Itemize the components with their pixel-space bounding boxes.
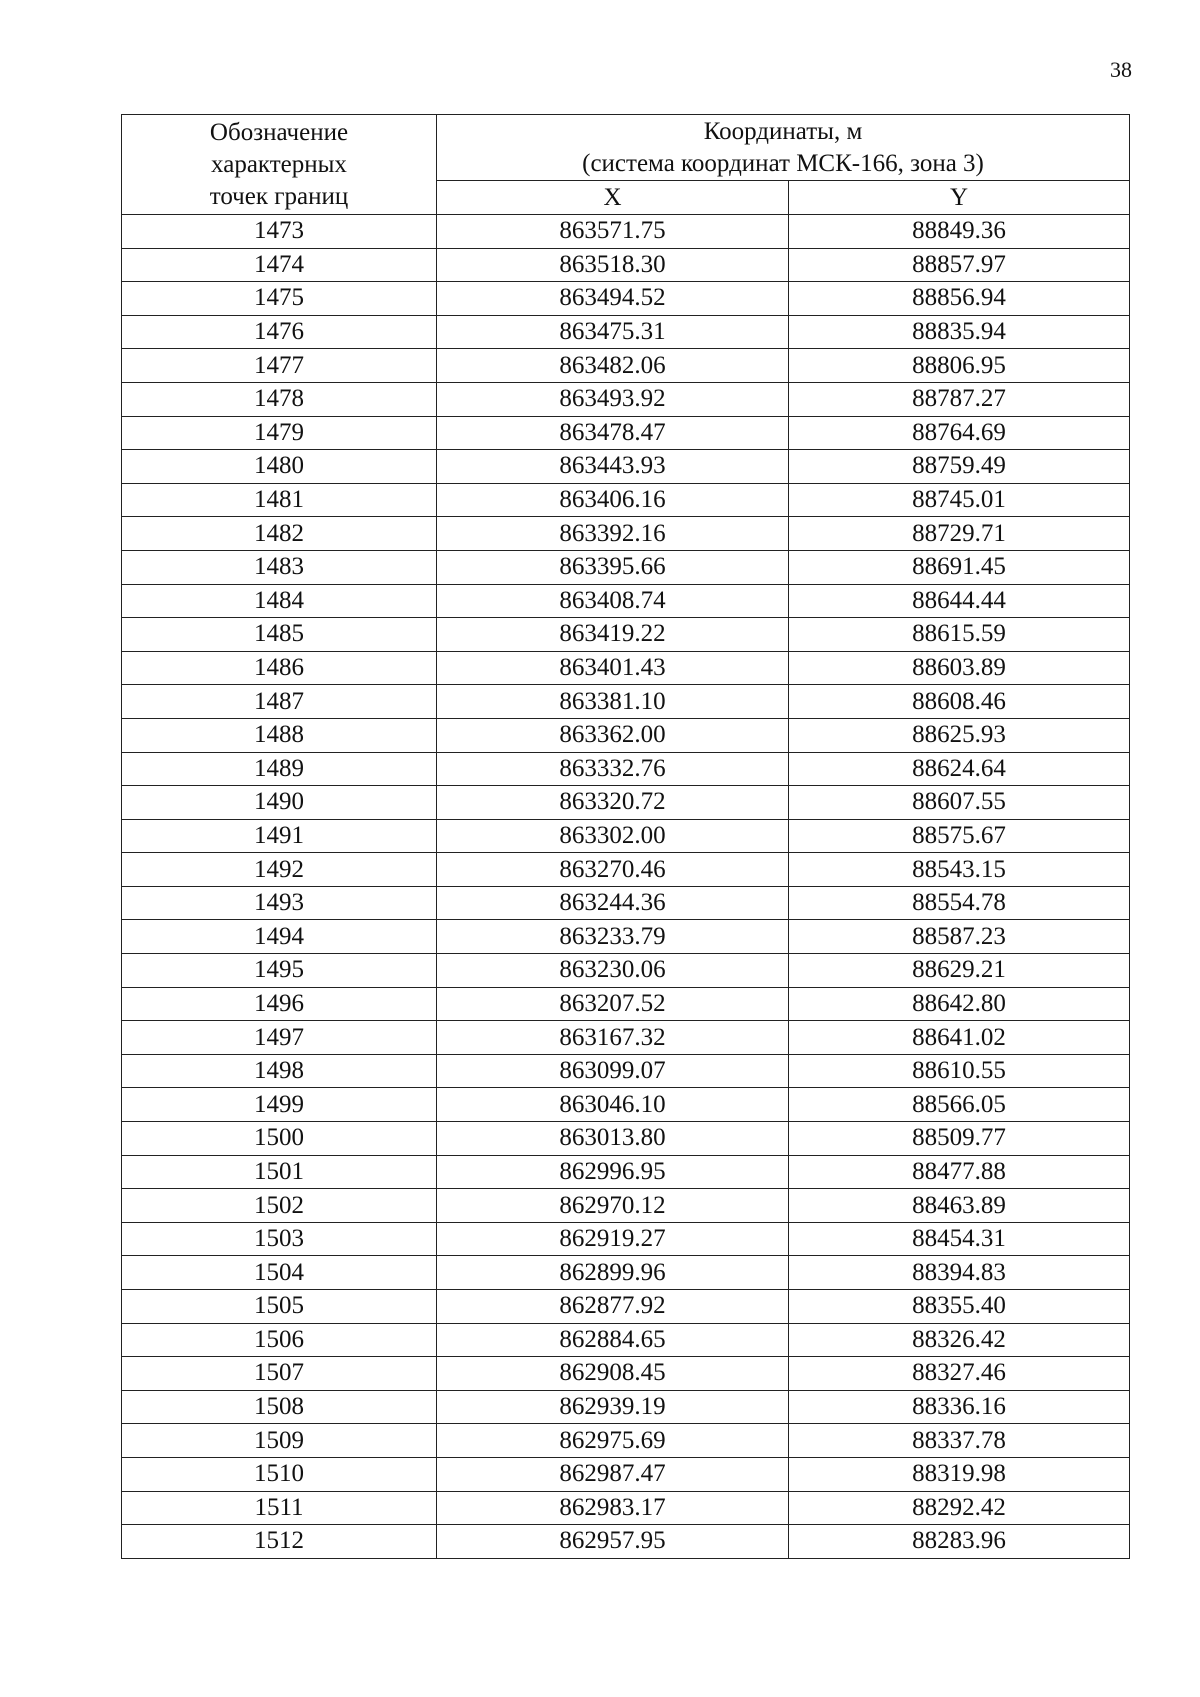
table-body [122,215,1130,1559]
header-coords-line-2: (система координат МСК-166, зона 3) [582,149,984,177]
table-row [122,1457,1130,1491]
cell-x: 863362.00 [437,718,789,752]
table-row [122,1088,1130,1122]
cell-y: 88327.46 [789,1357,1130,1391]
cell-y: 88835.94 [789,315,1130,349]
cell-x: 863478.47 [437,416,789,450]
cell-x: 863270.46 [437,853,789,887]
table-row [122,1189,1130,1223]
cell-x: 862996.95 [437,1155,789,1189]
cell-point-id: 1476 [122,315,437,349]
header-point-designation [122,115,437,215]
table-row [122,954,1130,988]
cell-y: 88336.16 [789,1390,1130,1424]
cell-x: 862939.19 [437,1390,789,1424]
cell-point-id: 1488 [122,718,437,752]
cell-x: 863046.10 [437,1088,789,1122]
cell-x: 863332.76 [437,752,789,786]
cell-y: 88509.77 [789,1122,1130,1156]
cell-y: 88806.95 [789,349,1130,383]
table-row [122,382,1130,416]
cell-point-id: 1497 [122,1021,437,1055]
cell-y: 88856.94 [789,282,1130,316]
cell-x: 863207.52 [437,987,789,1021]
cell-point-id: 1482 [122,517,437,551]
cell-y: 88603.89 [789,651,1130,685]
cell-y: 88642.80 [789,987,1130,1021]
table-row [122,718,1130,752]
cell-x: 863406.16 [437,483,789,517]
page-number: 38 [1110,57,1132,82]
cell-x: 863419.22 [437,618,789,652]
cell-x: 863408.74 [437,584,789,618]
cell-point-id: 1474 [122,248,437,282]
table-row [122,1256,1130,1290]
header-y: Y [789,181,1130,215]
cell-x: 863395.66 [437,550,789,584]
cell-point-id: 1483 [122,550,437,584]
table-row [122,282,1130,316]
cell-point-id: 1493 [122,886,437,920]
cell-point-id: 1510 [122,1457,437,1491]
cell-point-id: 1498 [122,1054,437,1088]
cell-point-id: 1507 [122,1357,437,1391]
cell-x: 863230.06 [437,954,789,988]
table-row [122,1424,1130,1458]
table-row [122,315,1130,349]
cell-x: 862983.17 [437,1491,789,1525]
cell-y: 88729.71 [789,517,1130,551]
cell-x: 863518.30 [437,248,789,282]
header-x: X [437,181,789,215]
cell-x: 862919.27 [437,1222,789,1256]
cell-x: 863302.00 [437,819,789,853]
cell-y: 88543.15 [789,853,1130,887]
cell-point-id: 1496 [122,987,437,1021]
cell-point-id: 1473 [122,215,437,249]
header-point-line-1: Обозначение [209,118,349,146]
table-row [122,1390,1130,1424]
table-row [122,1222,1130,1256]
table-row [122,618,1130,652]
cell-y: 88644.44 [789,584,1130,618]
table-row [122,1054,1130,1088]
cell-y: 88610.55 [789,1054,1130,1088]
table-row [122,483,1130,517]
table-row [122,752,1130,786]
table-row [122,349,1130,383]
cell-x: 863494.52 [437,282,789,316]
cell-point-id: 1511 [122,1491,437,1525]
cell-point-id: 1512 [122,1525,437,1559]
cell-point-id: 1505 [122,1290,437,1324]
cell-y: 88355.40 [789,1290,1130,1324]
cell-y: 88849.36 [789,215,1130,249]
cell-y: 88608.46 [789,685,1130,719]
table-row [122,1155,1130,1189]
cell-x: 863493.92 [437,382,789,416]
table-row [122,786,1130,820]
cell-point-id: 1480 [122,450,437,484]
cell-point-id: 1506 [122,1323,437,1357]
cell-point-id: 1495 [122,954,437,988]
cell-x: 863013.80 [437,1122,789,1156]
table-row [122,920,1130,954]
coordinates-table [121,114,1130,1559]
cell-y: 88477.88 [789,1155,1130,1189]
table-row [122,1525,1130,1559]
cell-x: 862884.65 [437,1323,789,1357]
table-row [122,1323,1130,1357]
cell-point-id: 1500 [122,1122,437,1156]
table-row [122,550,1130,584]
cell-x: 863233.79 [437,920,789,954]
cell-y: 88691.45 [789,550,1130,584]
cell-x: 862877.92 [437,1290,789,1324]
cell-y: 88641.02 [789,1021,1130,1055]
cell-y: 88615.59 [789,618,1130,652]
cell-x: 862957.95 [437,1525,789,1559]
cell-x: 863167.32 [437,1021,789,1055]
cell-point-id: 1486 [122,651,437,685]
cell-point-id: 1509 [122,1424,437,1458]
cell-y: 88283.96 [789,1525,1130,1559]
cell-point-id: 1481 [122,483,437,517]
cell-point-id: 1479 [122,416,437,450]
table-row [122,1491,1130,1525]
table-row [122,987,1130,1021]
cell-x: 863392.16 [437,517,789,551]
cell-point-id: 1490 [122,786,437,820]
cell-y: 88319.98 [789,1457,1130,1491]
cell-y: 88394.83 [789,1256,1130,1290]
table-row [122,651,1130,685]
cell-point-id: 1491 [122,819,437,853]
cell-y: 88337.78 [789,1424,1130,1458]
header-point-line-2: характерных [211,150,347,178]
table-row [122,517,1130,551]
table-row [122,1021,1130,1055]
cell-point-id: 1508 [122,1390,437,1424]
cell-y: 88624.64 [789,752,1130,786]
cell-x: 863099.07 [437,1054,789,1088]
cell-point-id: 1478 [122,382,437,416]
cell-x: 863381.10 [437,685,789,719]
cell-point-id: 1475 [122,282,437,316]
table-row [122,1357,1130,1391]
cell-point-id: 1477 [122,349,437,383]
cell-point-id: 1501 [122,1155,437,1189]
cell-y: 88463.89 [789,1189,1130,1223]
table-row [122,1290,1130,1324]
cell-x: 862975.69 [437,1424,789,1458]
table-row [122,450,1130,484]
table-row [122,416,1130,450]
cell-x: 862908.45 [437,1357,789,1391]
cell-y: 88857.97 [789,248,1130,282]
cell-point-id: 1484 [122,584,437,618]
cell-point-id: 1487 [122,685,437,719]
cell-y: 88575.67 [789,819,1130,853]
cell-y: 88787.27 [789,382,1130,416]
cell-x: 863475.31 [437,315,789,349]
cell-x: 862987.47 [437,1457,789,1491]
cell-x: 863443.93 [437,450,789,484]
cell-x: 863401.43 [437,651,789,685]
cell-point-id: 1494 [122,920,437,954]
cell-y: 88454.31 [789,1222,1130,1256]
cell-x: 862970.12 [437,1189,789,1223]
cell-x: 863244.36 [437,886,789,920]
cell-point-id: 1499 [122,1088,437,1122]
cell-y: 88629.21 [789,954,1130,988]
cell-y: 88745.01 [789,483,1130,517]
header-point-line-3: точек границ [209,182,349,210]
cell-y: 88587.23 [789,920,1130,954]
table-row [122,248,1130,282]
cell-x: 862899.96 [437,1256,789,1290]
cell-y: 88566.05 [789,1088,1130,1122]
cell-point-id: 1504 [122,1256,437,1290]
table-row [122,886,1130,920]
cell-y: 88326.42 [789,1323,1130,1357]
cell-y: 88554.78 [789,886,1130,920]
cell-y: 88625.93 [789,718,1130,752]
cell-x: 863482.06 [437,349,789,383]
table-row [122,819,1130,853]
cell-y: 88607.55 [789,786,1130,820]
table-row [122,215,1130,249]
cell-y: 88292.42 [789,1491,1130,1525]
table-row [122,584,1130,618]
cell-point-id: 1502 [122,1189,437,1223]
table-row [122,685,1130,719]
cell-x: 863320.72 [437,786,789,820]
header-coordinates [437,115,1130,181]
cell-y: 88764.69 [789,416,1130,450]
header-coords-line-1: Координаты, м [703,117,863,145]
cell-point-id: 1485 [122,618,437,652]
cell-point-id: 1489 [122,752,437,786]
cell-x: 863571.75 [437,215,789,249]
table-header [122,115,1130,215]
cell-point-id: 1503 [122,1222,437,1256]
table-row [122,1122,1130,1156]
cell-y: 88759.49 [789,450,1130,484]
cell-point-id: 1492 [122,853,437,887]
table-row [122,853,1130,887]
